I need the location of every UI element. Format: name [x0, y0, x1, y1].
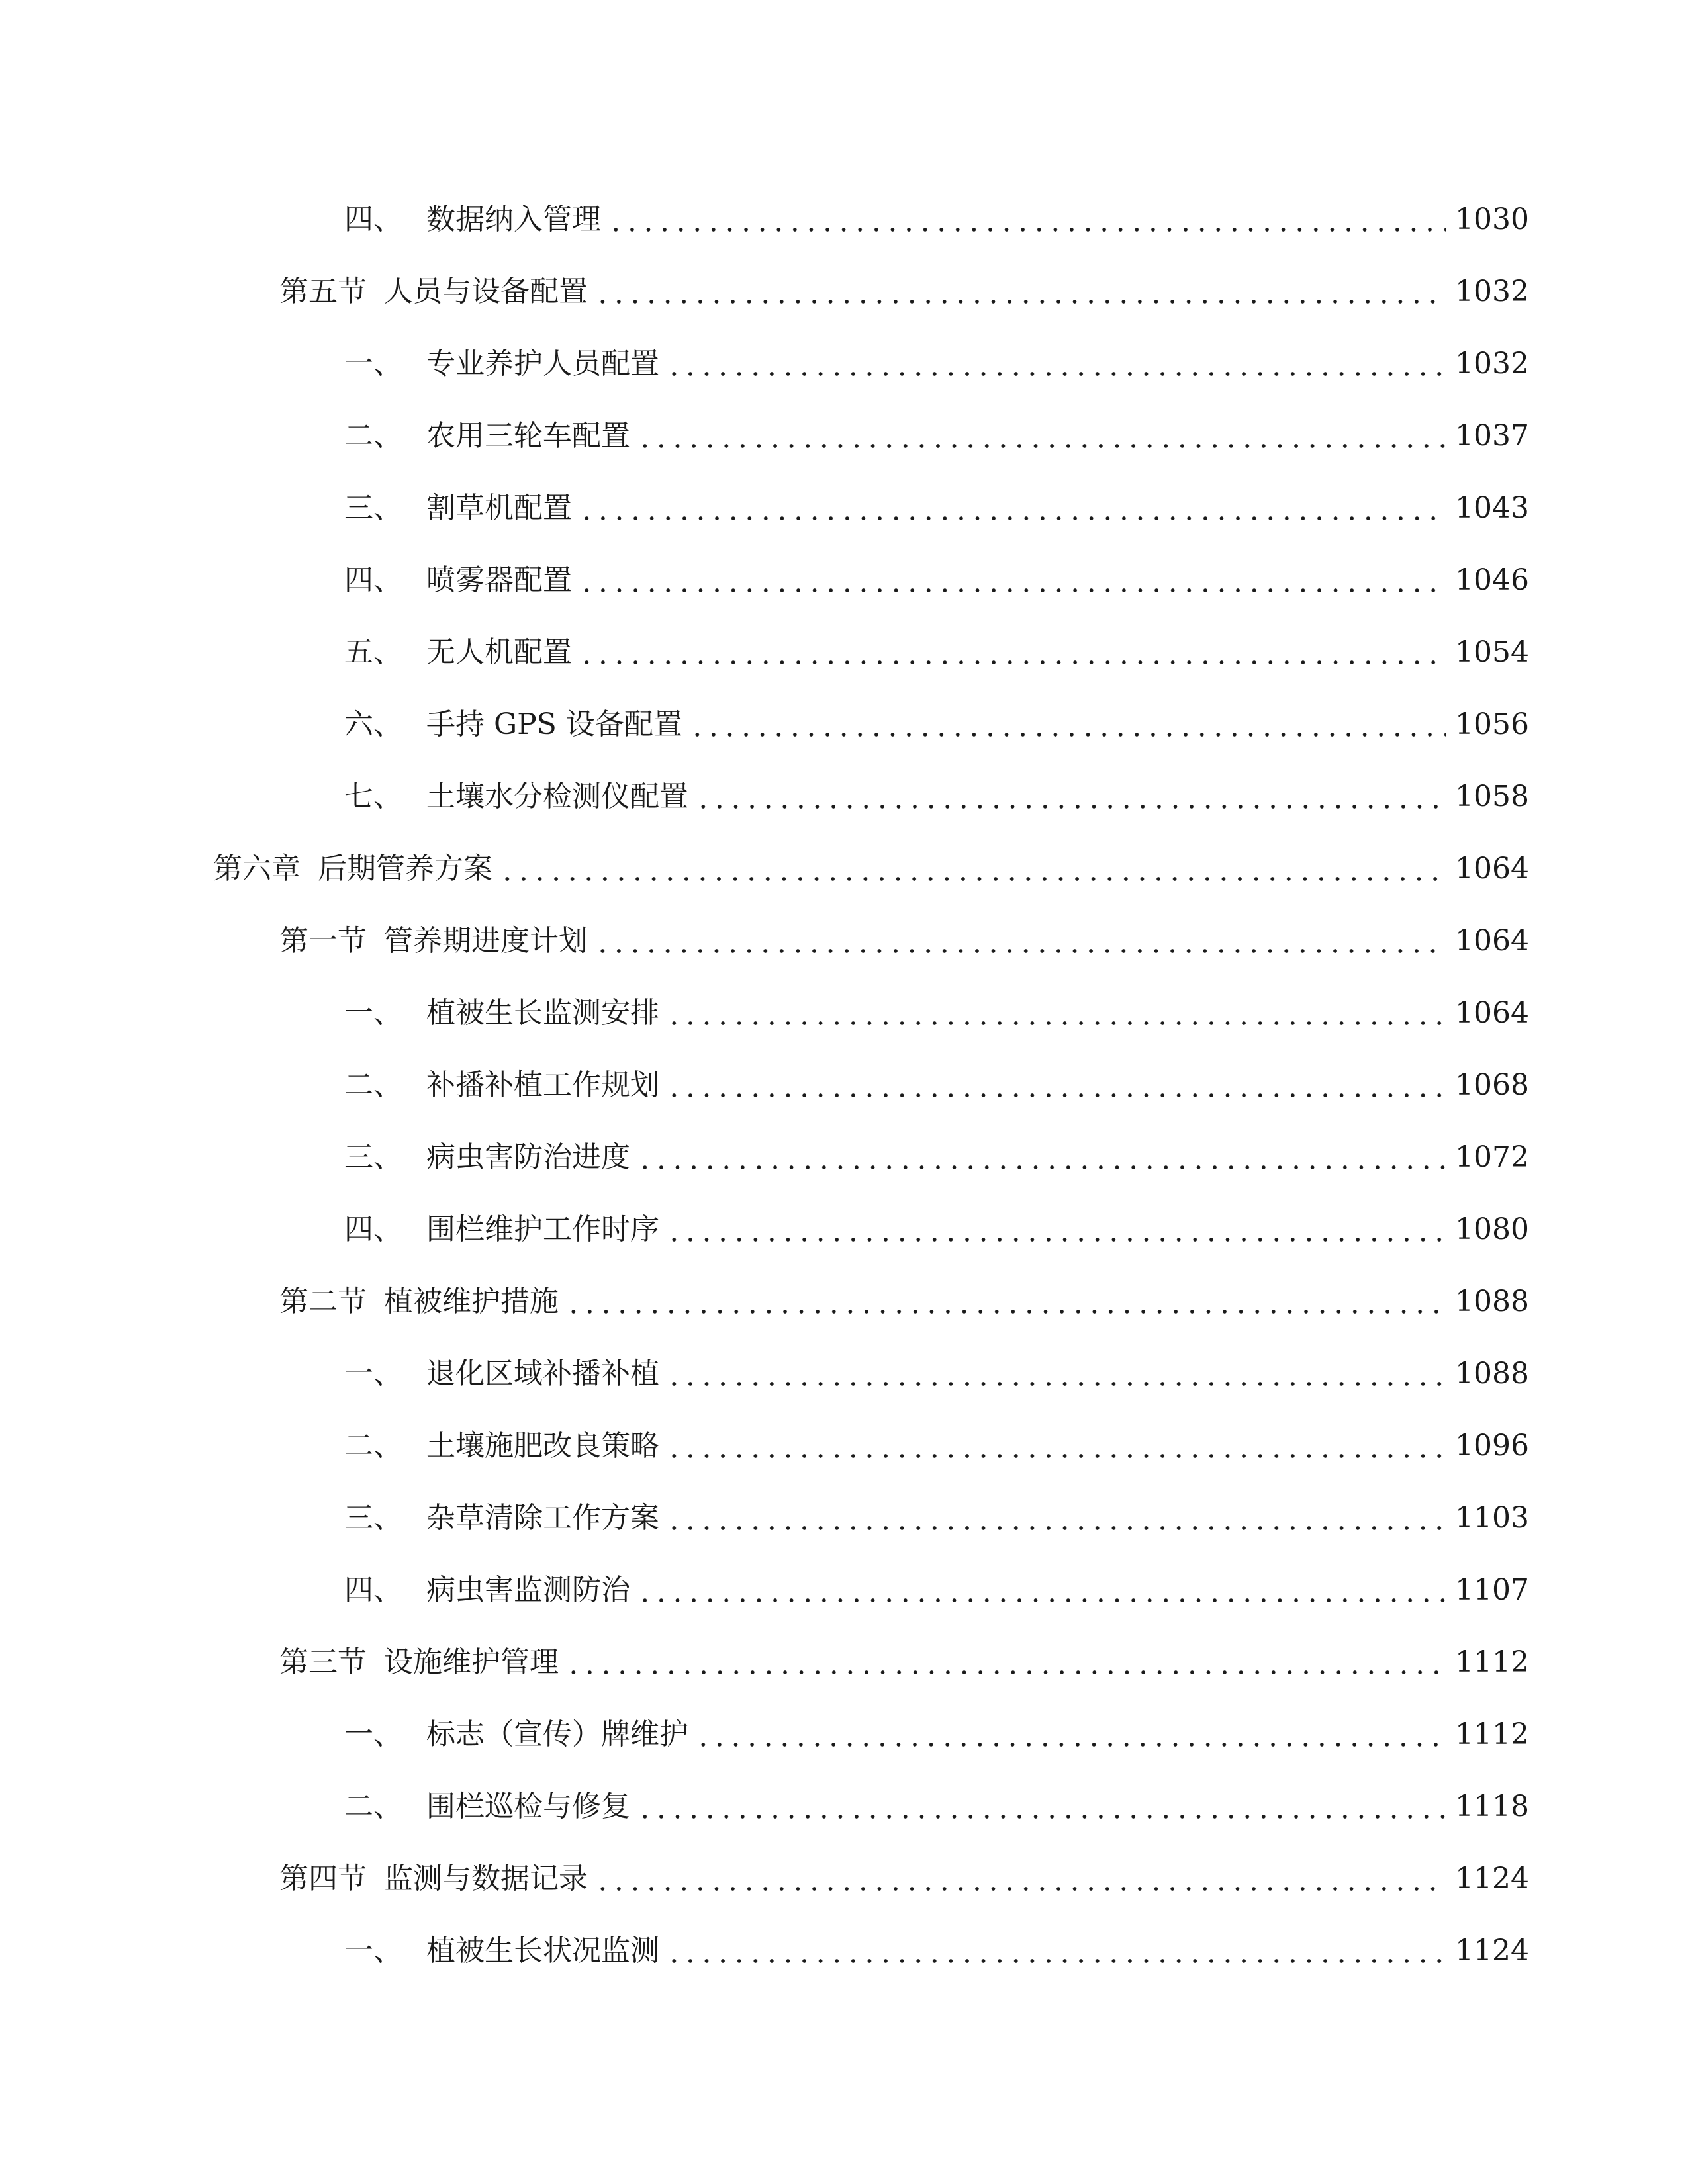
toc-entry-number: 二、	[344, 419, 402, 453]
toc-entry-number: 四、	[344, 203, 402, 236]
toc-entry-page: 1032	[1455, 347, 1529, 381]
toc-entry-page: 1064	[1455, 996, 1529, 1030]
toc-entry[interactable]	[213, 842, 1529, 895]
toc-entry[interactable]	[344, 554, 1529, 607]
toc-entry[interactable]	[344, 1420, 1529, 1473]
toc-entry-page: 1088	[1455, 1357, 1529, 1390]
toc-entry-title: 植被生长监测安排	[426, 996, 659, 1030]
toc-entry-number: 第四节	[279, 1862, 367, 1895]
dot-leader	[695, 1708, 1446, 1761]
dot-leader	[579, 626, 1446, 679]
toc-entry-number: 一、	[344, 1717, 402, 1751]
toc-entry-number: 六、	[344, 707, 402, 741]
toc-entry-number: 一、	[344, 1357, 402, 1390]
toc-entry[interactable]	[279, 265, 1529, 318]
toc-entry[interactable]	[279, 1852, 1529, 1905]
toc-entry-number: 一、	[344, 996, 402, 1030]
toc-entry-title: 植被维护措施	[384, 1285, 559, 1318]
toc-entry-page: 1064	[1455, 852, 1529, 886]
toc-entry[interactable]	[344, 1925, 1529, 1978]
toc-entry-number: 三、	[344, 491, 402, 525]
toc-entry-title: 人员与设备配置	[384, 275, 588, 308]
toc-entry-number: 第二节	[279, 1285, 367, 1318]
toc-entry-title: 后期管养方案	[318, 852, 492, 886]
toc-entry-number: 二、	[344, 1790, 402, 1823]
dot-leader	[579, 482, 1446, 535]
toc-entry-page: 1056	[1455, 707, 1529, 741]
toc-entry-page: 1068	[1455, 1068, 1529, 1102]
toc-entry-title: 退化区域补播补植	[426, 1357, 659, 1390]
dot-leader	[637, 410, 1446, 463]
toc-entry-page: 1043	[1455, 491, 1529, 525]
toc-entry[interactable]	[344, 1059, 1529, 1112]
toc-entry-number: 第六章	[213, 852, 301, 886]
toc-entry-number: 第三节	[279, 1645, 367, 1679]
toc-entry[interactable]	[344, 1492, 1529, 1545]
toc-entry-title: 设施维护管理	[384, 1645, 559, 1679]
toc-entry-page: 1107	[1455, 1573, 1529, 1607]
toc-entry-title: 喷雾器配置	[426, 563, 572, 597]
toc-entry-title: 土壤水分检测仪配置	[426, 780, 688, 813]
toc-entry-number: 四、	[344, 1573, 402, 1607]
toc-entry-title: 土壤施肥改良策略	[426, 1429, 659, 1463]
toc-entry-title: 数据纳入管理	[426, 203, 601, 236]
toc-entry-number: 五、	[344, 635, 402, 669]
toc-entry[interactable]	[344, 193, 1529, 246]
toc-entry-number: 七、	[344, 780, 402, 813]
toc-entry[interactable]	[344, 987, 1529, 1040]
toc-entry-page: 1046	[1455, 563, 1529, 597]
dot-leader	[637, 1564, 1446, 1617]
dot-leader	[666, 1347, 1446, 1400]
dot-leader	[579, 554, 1446, 607]
dot-leader	[695, 770, 1446, 823]
toc-entry-title: 监测与数据记录	[384, 1862, 588, 1895]
dot-leader	[666, 1203, 1446, 1256]
toc-entry[interactable]	[344, 338, 1529, 390]
toc-entry[interactable]	[279, 1275, 1529, 1328]
toc-entry-number: 第一节	[279, 924, 367, 958]
toc-entry-page: 1037	[1455, 419, 1529, 453]
toc-entry-title: 植被生长状况监测	[426, 1934, 659, 1968]
toc-entry[interactable]	[344, 410, 1529, 463]
toc-entry-page: 1103	[1455, 1501, 1529, 1535]
dot-leader	[499, 842, 1446, 895]
toc-entry-page: 1030	[1455, 203, 1529, 236]
toc-entry-page: 1124	[1455, 1862, 1529, 1895]
toc-entry-page: 1058	[1455, 780, 1529, 813]
dot-leader	[666, 987, 1446, 1040]
toc-entry-page: 1032	[1455, 275, 1529, 308]
toc-entry-number: 四、	[344, 563, 402, 597]
toc-entry-title: 标志（宣传）牌维护	[426, 1717, 688, 1751]
toc-entry[interactable]	[344, 1203, 1529, 1256]
toc-entry-page: 1088	[1455, 1285, 1529, 1318]
toc-entry-page: 1064	[1455, 924, 1529, 958]
toc-entry-number: 一、	[344, 347, 402, 381]
dot-leader	[608, 193, 1446, 246]
toc-entry-title: 割草机配置	[426, 491, 572, 525]
toc-entry-page: 1112	[1455, 1645, 1529, 1679]
toc-entry-title: 农用三轮车配置	[426, 419, 630, 453]
toc-entry-page: 1124	[1455, 1934, 1529, 1968]
toc-entry-title: 病虫害监测防治	[426, 1573, 630, 1607]
toc-entry-page: 1096	[1455, 1429, 1529, 1463]
toc-entry[interactable]	[344, 1564, 1529, 1617]
dot-leader	[666, 1925, 1446, 1978]
dot-leader	[594, 1852, 1446, 1905]
dot-leader	[637, 1780, 1446, 1833]
toc-entry-title: 围栏巡检与修复	[426, 1790, 630, 1823]
toc-entry-page: 1118	[1455, 1790, 1529, 1823]
toc-entry-number: 三、	[344, 1501, 402, 1535]
toc-entry-title: 病虫害防治进度	[426, 1140, 630, 1174]
toc-entry-number: 一、	[344, 1934, 402, 1968]
dot-leader	[594, 915, 1446, 968]
toc-entry[interactable]	[344, 770, 1529, 823]
toc-entry-title: 无人机配置	[426, 635, 572, 669]
dot-leader	[565, 1275, 1446, 1328]
toc-entry-title: 手持 GPS 设备配置	[426, 707, 682, 741]
toc-entry-number: 第五节	[279, 275, 367, 308]
toc-entry-number: 四、	[344, 1212, 402, 1246]
dot-leader	[666, 338, 1446, 390]
toc-entry[interactable]	[344, 698, 1529, 751]
dot-leader	[666, 1059, 1446, 1112]
dot-leader	[666, 1492, 1446, 1545]
dot-leader	[565, 1636, 1446, 1689]
toc-entry-title: 补播补植工作规划	[426, 1068, 659, 1102]
toc-entry-number: 二、	[344, 1429, 402, 1463]
toc-entry[interactable]	[344, 1708, 1529, 1761]
toc-entry-page: 1054	[1455, 635, 1529, 669]
toc-entry[interactable]	[279, 1636, 1529, 1689]
toc-entry-number: 三、	[344, 1140, 402, 1174]
dot-leader	[689, 698, 1446, 751]
dot-leader	[666, 1420, 1446, 1473]
toc-entry-title: 专业养护人员配置	[426, 347, 659, 381]
toc-entry[interactable]	[344, 626, 1529, 679]
dot-leader	[594, 265, 1446, 318]
toc-entry[interactable]	[344, 482, 1529, 535]
toc-entry-page: 1080	[1455, 1212, 1529, 1246]
toc-entry[interactable]	[344, 1131, 1529, 1184]
toc-entry-title: 管养期进度计划	[384, 924, 588, 958]
toc-entry-page: 1112	[1455, 1717, 1529, 1751]
toc-entry[interactable]	[344, 1780, 1529, 1833]
toc-entry-title: 杂草清除工作方案	[426, 1501, 659, 1535]
dot-leader	[637, 1131, 1446, 1184]
toc-entry-page: 1072	[1455, 1140, 1529, 1174]
toc-entry[interactable]	[279, 915, 1529, 968]
toc-entry[interactable]	[344, 1347, 1529, 1400]
toc-entry-number: 二、	[344, 1068, 402, 1102]
toc-entry-title: 围栏维护工作时序	[426, 1212, 659, 1246]
